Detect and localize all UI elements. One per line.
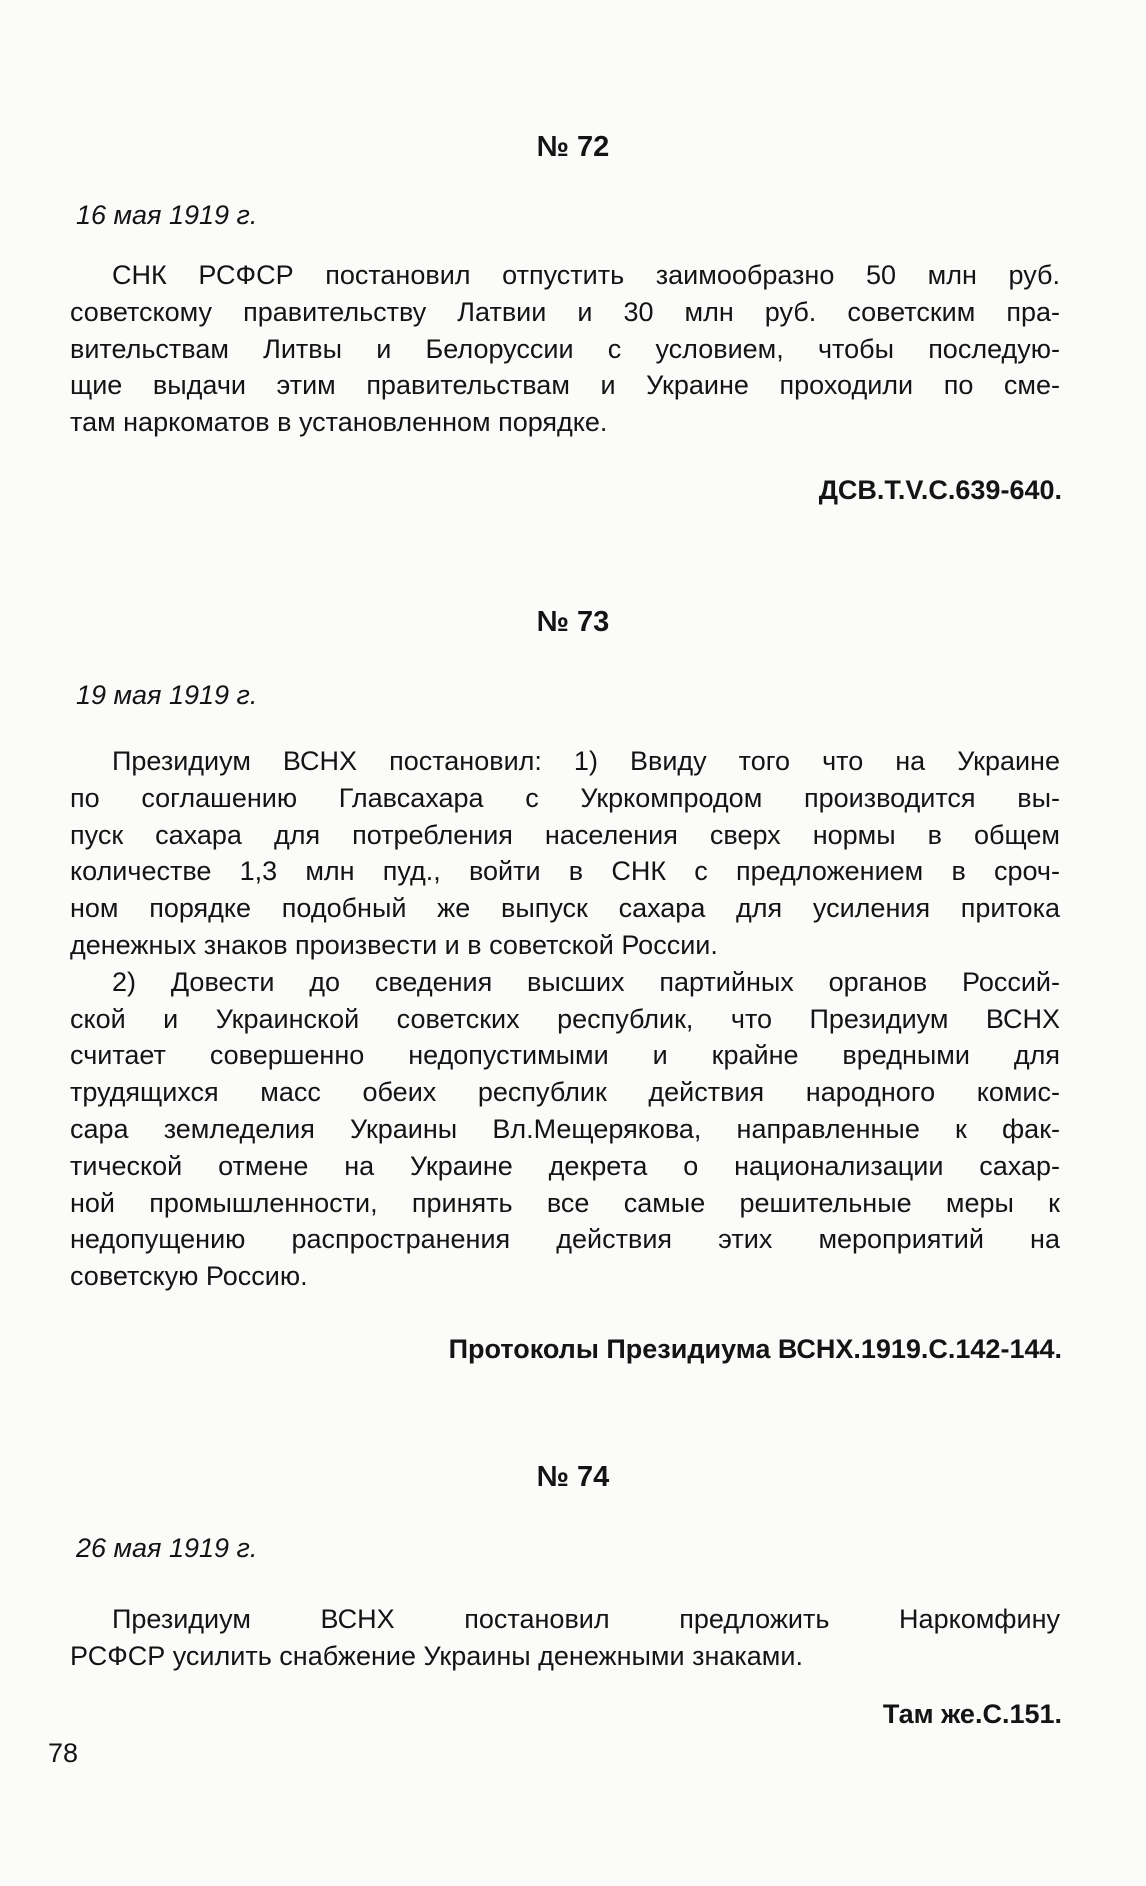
text-line: считает совершенно недопустимыми и крайне вредными для xyxy=(70,1040,1060,1071)
document-date: 19 мая 1919 г. xyxy=(76,680,258,710)
text-line: советскому правительству Латвии и 30 млн руб. советским пра- xyxy=(70,296,1060,327)
text-line: Президиум ВСНХ постановил: 1) Ввиду того что на Украине xyxy=(112,746,1060,776)
text-line: ской и Украинской советских республик, что Президиум ВСНХ xyxy=(70,1003,1060,1034)
document-number: № 73 xyxy=(536,606,610,638)
text-line: СНК РСФСР постановил отпустить заимообразно 50 млн руб. xyxy=(112,260,1060,290)
document-date: 16 мая 1919 г. xyxy=(76,200,258,230)
page-number: 78 xyxy=(48,1738,79,1768)
text-line: там наркоматов в установленном порядке. xyxy=(70,407,608,438)
text-line: щие выдачи этим правительствам и Украине проходили по сме- xyxy=(70,370,1060,401)
text-line: Президиум ВСНХ постановил предложить Наркомфину xyxy=(112,1604,1060,1634)
document-text xyxy=(70,1601,1060,1675)
text-line: по соглашению Главсахара с Укркомпродом производится вы- xyxy=(70,782,1060,813)
text-line: РСФСР усилить снабжение Украины денежными знаками. xyxy=(70,1640,803,1671)
text-line: ном порядке подобный же выпуск сахара для усиления притока xyxy=(70,893,1060,924)
document-text xyxy=(70,257,1060,441)
text-line: сара земледелия Украины Вл.Мещерякова, направленные к фак- xyxy=(70,1113,1060,1144)
document-date: 26 мая 1919 г. xyxy=(76,1533,258,1563)
text-line: ной промышленности, принять все самые решительные меры к xyxy=(70,1187,1060,1218)
text-line: недопущению распространения действия этих мероприятий на xyxy=(70,1224,1060,1255)
document-text xyxy=(70,743,1060,1295)
text-line: 2) Довести до сведения высших партийных органов Россий- xyxy=(112,966,1060,997)
text-line: денежных знаков произвести и в советской России. xyxy=(70,929,718,960)
text-line: вительствам Литвы и Белоруссии с условием, чтобы последую- xyxy=(70,333,1060,364)
text-line: советскую Россию. xyxy=(70,1261,308,1292)
source-citation: ДСВ.Т.V.С.639-640. xyxy=(818,475,1062,505)
text-line: количестве 1,3 млн пуд., войти в СНК с предложением в сроч- xyxy=(70,856,1060,887)
text-line: пуск сахара для потребления населения сверх нормы в общем xyxy=(70,819,1060,850)
document-number: № 74 xyxy=(536,1461,610,1493)
text-line: тической отмене на Украине декрета о национализации сахар- xyxy=(70,1150,1060,1181)
source-citation: Протоколы Президиума ВСНХ.1919.С.142-144. xyxy=(448,1334,1062,1364)
source-citation: Там же.С.151. xyxy=(882,1699,1062,1729)
document-number: № 72 xyxy=(536,131,610,163)
text-line: трудящихся масс обеих республик действия народного комис- xyxy=(70,1077,1060,1108)
